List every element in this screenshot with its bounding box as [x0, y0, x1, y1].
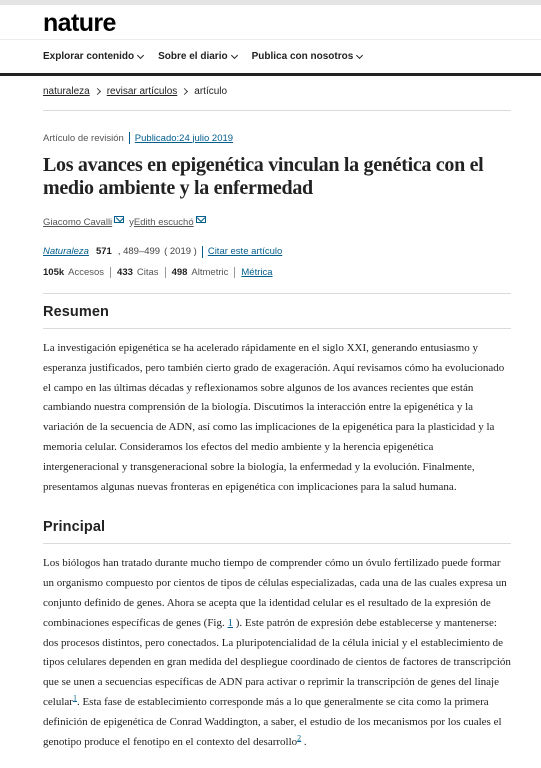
divider [129, 132, 130, 144]
abstract-text: La investigación epigenética se ha acelerado rápidamente en el siglo XXI, generando entusiasmo y esperanza justificados, pero también cierto grado de exageración. Aquí revisamos cómo ha evolucionado el campo en las últimas décadas y reflexionamos sobre algunos de los avances recientes que están cambiando nuestra comprensión de la biología. Discutimos la interacción entre la epigenética y la variación de la secuencia de ADN, así como las implicaciones de la epigenética para la plasticidad y la memoria celular. Consideramos los efectos del medio ambiente y la herencia epigenética intergeneracional y transgeneracional sobre la biología, la enfermedad y la evolución. Finalmente, presentamos algunas nuevas fronteras en epigenética con implicaciones para la salud humana. [43, 342, 505, 493]
divider [43, 110, 511, 111]
author-list [43, 216, 511, 229]
breadcrumb [43, 81, 511, 101]
citations-count: 433 [117, 267, 133, 278]
divider [43, 543, 511, 544]
altmetric-count: 498 [171, 267, 188, 278]
article-content [43, 81, 511, 752]
paragraph-text: ). Este patrón de expresión debe establecerse y mantenerse: dos procesos distintos, pero conectados. La pluripotencialidad de la célula inicial y el establecimiento de tipos celulares dependen en gran medida del despliegue coordinado de cientos de factores de transcripción que se unen a secuencias específicas de ADN para activar o reprimir la transcripción de genes del linaje celular [43, 616, 511, 708]
nav-label: Explorar contenido [43, 51, 135, 62]
abstract-heading: Resumen [43, 304, 109, 320]
divider [234, 267, 235, 278]
accesses-count: 105k [43, 267, 65, 278]
divider [43, 328, 511, 329]
paragraph-text: . [301, 735, 307, 748]
citations-label: Citas [136, 267, 159, 278]
chevron-down-icon [356, 51, 363, 58]
author-link[interactable]: Edith escuchó [133, 217, 194, 228]
paragraph-text: Los biólogos han tratado durante mucho tiempo de comprender cómo un óvulo fertilizado puede formar un organismo compuesto por cientos de tipos de células especializadas, cada una de las cuales expresa un conjunto definido de genes. Ahora se acepta que la identidad celular es el resultado de la expresión de combinaciones específicas de genes (Fig. [43, 557, 507, 629]
published-date-link[interactable]: Publicado:24 julio 2019 [134, 132, 234, 144]
accesses-label: Accesos [68, 267, 105, 278]
nav-publish-with-us[interactable] [252, 51, 363, 62]
journal-link[interactable]: Naturaleza [43, 246, 89, 257]
main-nav [0, 39, 541, 76]
mail-icon[interactable] [114, 216, 124, 223]
author-conjunction: y [129, 217, 134, 228]
reference-link[interactable]: 1 [72, 693, 77, 703]
article-type: Artículo de revisión [43, 132, 124, 144]
nav-label: Sobre el diario [158, 51, 228, 62]
metrics-bar [43, 266, 511, 279]
chevron-down-icon [137, 51, 144, 58]
pages: , 489–499 [117, 246, 161, 257]
chevron-down-icon [231, 51, 238, 58]
divider [110, 267, 111, 278]
divider [202, 246, 203, 258]
nav-label: Publica con nosotros [251, 51, 354, 62]
chevron-right-icon [94, 87, 101, 94]
nav-about-journal[interactable] [158, 51, 236, 62]
year: ( 2019 ) [164, 246, 197, 257]
breadcrumb-current: artículo [194, 85, 228, 97]
nature-logo[interactable]: nature [43, 9, 116, 37]
volume: 571 [95, 246, 112, 257]
author-link[interactable]: Giacomo Cavalli [43, 217, 113, 228]
nav-explore-content[interactable] [43, 51, 143, 62]
figure-link[interactable]: 1 [227, 616, 233, 629]
reference-link[interactable]: 2 [297, 732, 302, 742]
paragraph-text: . Esta fase de establecimiento corresponde más a lo que generalmente se cita como la primera definición de epigenética de Conrad Waddington, a saber, el estudio de los mecanismos por los cuales el genotipo produce el fenotipo en el contexto del desarrollo [43, 695, 502, 748]
article-title: Los avances en epigenética vinculan la genética con el medio ambiente y la enfermedad [43, 154, 484, 199]
breadcrumb-link-review-articles[interactable]: revisar artículos [106, 85, 178, 97]
main-heading: Principal [43, 519, 106, 536]
mail-icon[interactable] [196, 216, 206, 223]
breadcrumb-link-nature[interactable]: naturaleza [43, 85, 90, 97]
metrics-link[interactable]: Métrica [241, 267, 273, 278]
altmetric-label: Altmetric [191, 267, 229, 278]
header [0, 5, 541, 39]
divider [165, 267, 166, 278]
cite-article-link[interactable]: Citar este artículo [207, 246, 283, 257]
article-meta [43, 131, 511, 145]
citation-line [43, 245, 511, 258]
divider [43, 293, 511, 294]
chevron-right-icon [181, 87, 188, 94]
main-paragraph [43, 554, 511, 752]
